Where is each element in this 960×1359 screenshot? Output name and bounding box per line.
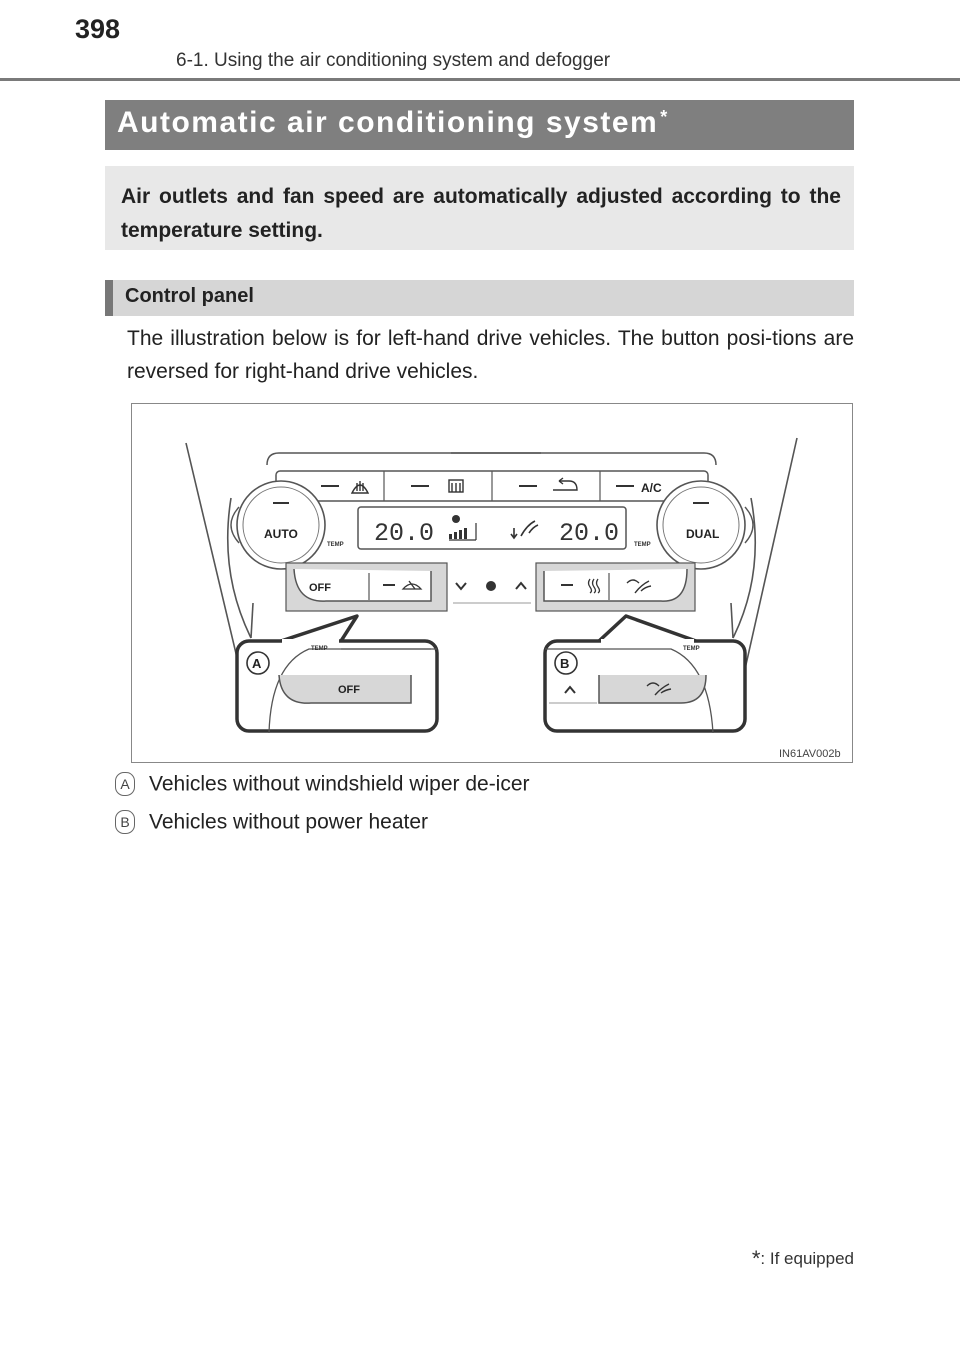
callout-a-temp-label: TEMP bbox=[311, 646, 328, 652]
subheading-bar bbox=[105, 280, 854, 316]
control-panel-illustration bbox=[131, 403, 853, 763]
subheading: Control panel bbox=[125, 285, 254, 307]
ac-button-label: A/C bbox=[641, 481, 662, 495]
header-divider bbox=[0, 78, 960, 81]
figure-code: IN61AV002b bbox=[779, 748, 841, 760]
page-title-text: Automatic air conditioning system bbox=[117, 106, 659, 139]
auto-button-label: AUTO bbox=[264, 527, 298, 541]
intro-box bbox=[105, 166, 854, 250]
callout-a-fan-off-label: OFF bbox=[338, 684, 360, 696]
note-a bbox=[115, 772, 530, 796]
note-b bbox=[115, 810, 428, 834]
right-temp-label: TEMP bbox=[634, 542, 651, 548]
right-temperature-readout: 20.0 bbox=[559, 519, 620, 548]
note-a-text: Vehicles without windshield wiper de-icer bbox=[149, 772, 530, 796]
temperature-display bbox=[358, 507, 626, 549]
note-a-marker: A bbox=[115, 772, 135, 796]
page-title bbox=[117, 106, 669, 140]
callout-b-temp-label: TEMP bbox=[683, 646, 700, 652]
footnote bbox=[752, 1244, 854, 1270]
left-temp-label: TEMP bbox=[327, 542, 344, 548]
page-header bbox=[0, 0, 960, 80]
note-b-text: Vehicles without power heater bbox=[149, 810, 428, 834]
note-b-marker: B bbox=[115, 810, 135, 834]
footnote-text: : If equipped bbox=[760, 1249, 854, 1268]
page-number: 398 bbox=[75, 14, 121, 44]
dual-button-label: DUAL bbox=[686, 527, 720, 541]
intro-text: Air outlets and fan speed are automatically adjusted according to the temperature setting. bbox=[121, 185, 841, 242]
subheading-accent bbox=[105, 280, 113, 316]
control-panel-figure bbox=[131, 403, 853, 763]
footnote-marker: * bbox=[751, 1246, 761, 1271]
fan-off-button-label: OFF bbox=[309, 582, 331, 594]
title-bar bbox=[105, 100, 854, 150]
section-title: 6-1. Using the air conditioning system and defogger bbox=[176, 50, 611, 71]
body-paragraph: The illustration below is for left-hand drive vehicles. The button posi-tions are reversed for right-hand drive vehicles. bbox=[127, 327, 854, 383]
left-temperature-readout: 20.0 bbox=[374, 519, 435, 548]
callout-b-marker: B bbox=[560, 656, 570, 671]
if-equipped-marker: * bbox=[660, 107, 669, 127]
callout-a-marker: A bbox=[252, 656, 262, 671]
